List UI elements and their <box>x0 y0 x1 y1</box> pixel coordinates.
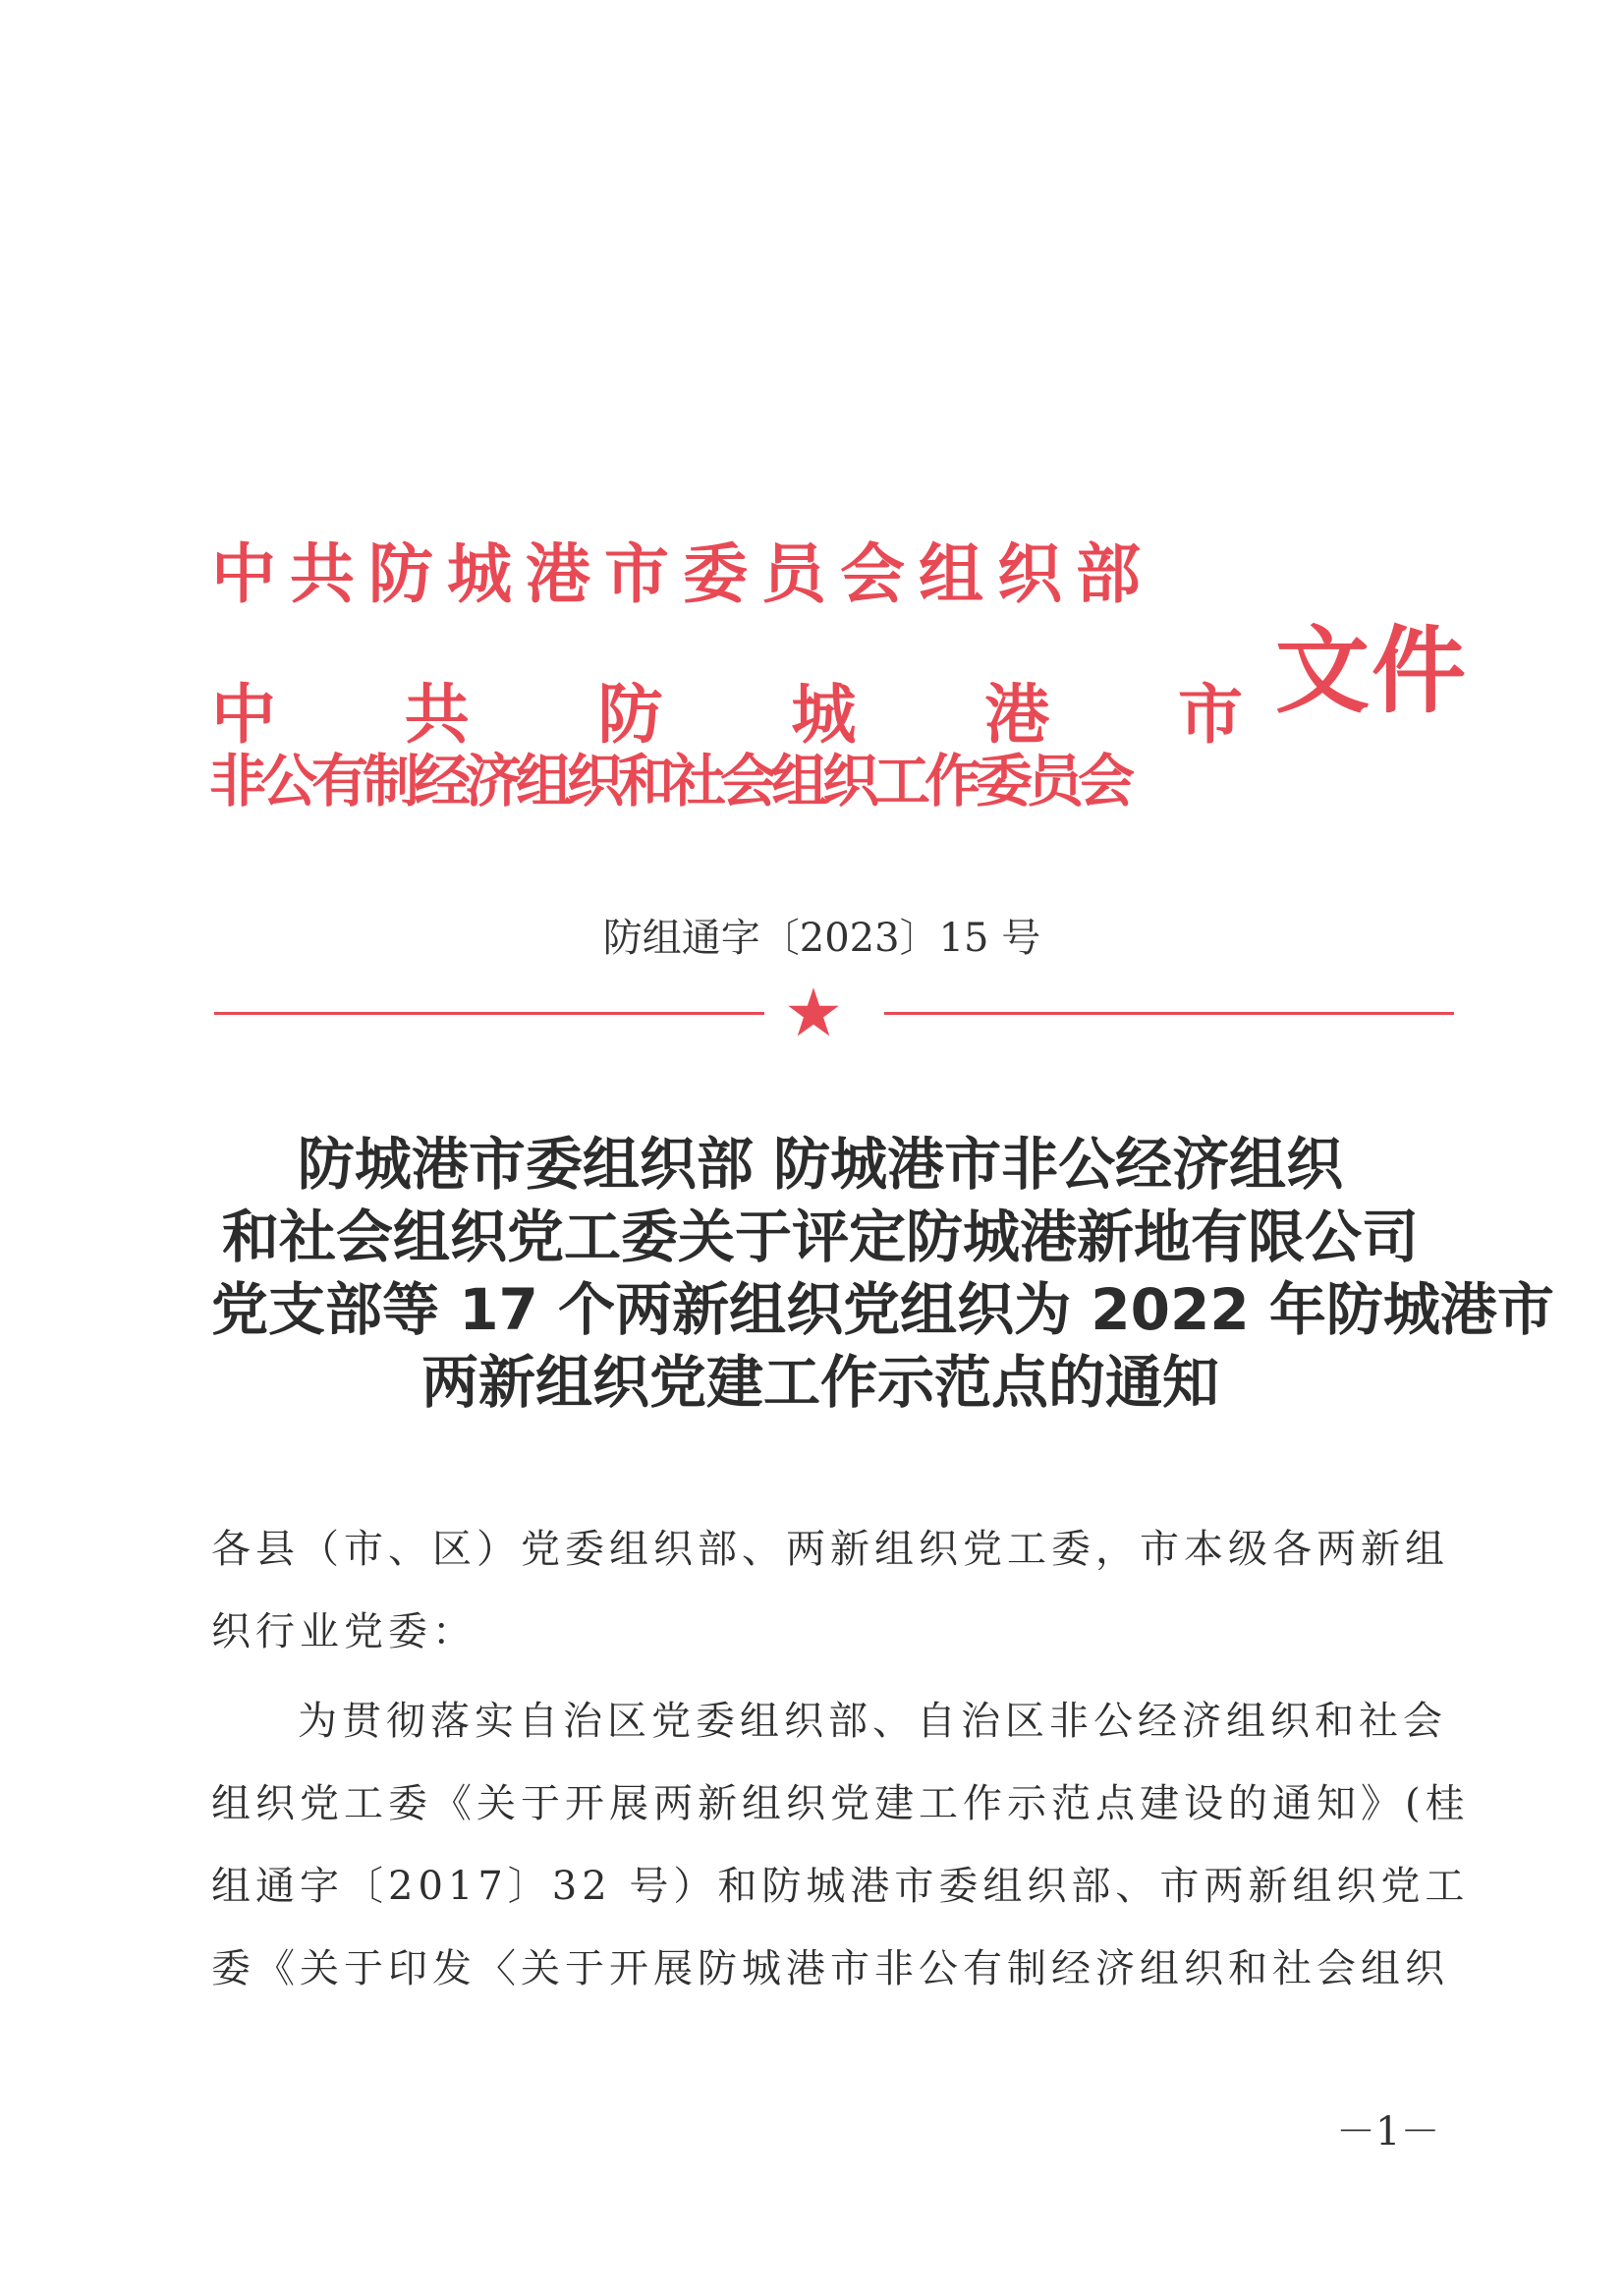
issuer-line-1: 中共防城港市委员会组织部 <box>211 536 1154 612</box>
title-line: 两新组织党建工作示范点的通知 <box>420 1349 1219 1416</box>
paragraph-line: 组通字〔2017〕32 号）和防城港市委组织部、市两新组织党工 <box>211 1864 1470 1909</box>
salutation-line: 织行业党委： <box>211 1609 476 1654</box>
salutation-line: 各县（市、区）党委组织部、两新组织党工委，市本级各两新组 <box>211 1527 1449 1572</box>
document-number: 防组通字〔2023〕15 号 <box>602 916 1041 961</box>
body-paragraph <box>211 1680 1470 2010</box>
issuer-line-2-char: 中 <box>211 677 276 753</box>
issuer-line-2-char: 港 <box>984 677 1050 753</box>
title-line: 和社会组织党工委关于评定防城港新地有限公司 <box>221 1203 1419 1270</box>
paragraph-line: 委《关于印发〈关于开展防城港市非公有制经济组织和社会组织 <box>211 1946 1449 1991</box>
title-line: 党支部等 17 个两新组织党组织为 2022 年防城港市 <box>211 1276 1554 1343</box>
issuer-line-3: 非公有制经济组织和社会组织工作委员会 <box>209 748 1130 814</box>
issuer-line-2-char: 市 <box>1177 677 1243 753</box>
title-line: 防城港市委组织部 防城港市非公经济组织 <box>297 1131 1344 1198</box>
issuer-line-2-char: 防 <box>597 677 663 753</box>
document-title <box>211 1128 1554 1419</box>
header-rule-right <box>884 1012 1454 1015</box>
document-type-label: 文件 <box>1275 616 1468 726</box>
header-rule-left <box>214 1012 764 1015</box>
paragraph-line: 组织党工委《关于开展两新组织党建工作示范点建设的通知》(桂 <box>211 1781 1470 1826</box>
salutation <box>211 1508 1449 1673</box>
page-number: －1－ <box>1336 2109 1440 2155</box>
issuer-line-2-char: 城 <box>791 677 857 753</box>
issuer-line-2-char: 共 <box>404 677 470 753</box>
paragraph-line: 为贯彻落实自治区党委组织部、自治区非公经济组织和社会 <box>298 1699 1447 1744</box>
issuer-line-2 <box>211 676 1243 755</box>
star-icon <box>786 985 841 1040</box>
